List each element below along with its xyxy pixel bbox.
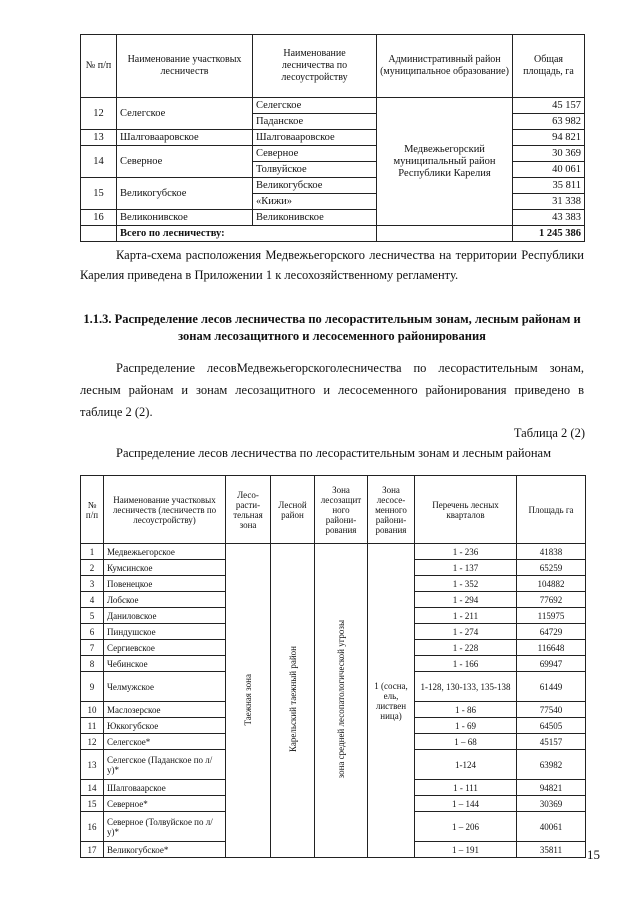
- forest-zone: Таежная зона: [243, 673, 253, 726]
- row-number: 2: [81, 560, 104, 576]
- sub-forestry-name: Селегское: [253, 98, 377, 114]
- header-cell: Наименование участковых лесничеств: [117, 35, 253, 98]
- table-header-row: [81, 476, 586, 544]
- quarters: 1 - 274: [415, 624, 517, 640]
- total-value: 1 245 386: [513, 226, 585, 242]
- protection-zone: зона средней лесопатологической угрозы: [336, 620, 346, 779]
- row-number: 14: [81, 780, 104, 796]
- row-number: 15: [81, 178, 117, 210]
- quarters: 1 - 352: [415, 576, 517, 592]
- area: 41838: [517, 544, 586, 560]
- area: 77692: [517, 592, 586, 608]
- area: 104882: [517, 576, 586, 592]
- area-value: 63 982: [513, 114, 585, 130]
- quarters: 1 – 144: [415, 796, 517, 812]
- sub-forestry-name: «Кижи»: [253, 194, 377, 210]
- empty-cell: [81, 226, 117, 242]
- quarters: 1 - 294: [415, 592, 517, 608]
- sub-forestry-name: Великонивское: [253, 210, 377, 226]
- quarters: 1 - 86: [415, 702, 517, 718]
- row-number: 16: [81, 812, 104, 842]
- row-number: 11: [81, 718, 104, 734]
- row-number: 3: [81, 576, 104, 592]
- row-number: 12: [81, 98, 117, 130]
- header-cell: Перечень лесных кварталов: [415, 476, 517, 544]
- forest-zones-table: [80, 475, 586, 858]
- total-row: [81, 226, 585, 242]
- header-cell: Наименование лесничества по лесоустройству: [253, 35, 377, 98]
- area: 45157: [517, 734, 586, 750]
- district-name: Челмужское: [104, 672, 226, 702]
- sub-forestry-name: Толвуйское: [253, 162, 377, 178]
- quarters: 1-124: [415, 750, 517, 780]
- page-number: 15: [587, 847, 600, 862]
- sub-forestry-name: Северное: [253, 146, 377, 162]
- quarters: 1 - 228: [415, 640, 517, 656]
- district-name: Северное*: [104, 796, 226, 812]
- area: 61449: [517, 672, 586, 702]
- header-cell: Лесной район: [271, 476, 315, 544]
- sub-forestry-name: Шалговааровское: [253, 130, 377, 146]
- sub-forestry-name: Великогубское: [253, 178, 377, 194]
- quarters: 1 – 68: [415, 734, 517, 750]
- district-name: Повенецкое: [104, 576, 226, 592]
- row-number: 17: [81, 842, 104, 858]
- district-name: Северное: [117, 146, 253, 178]
- quarters: 1 - 111: [415, 780, 517, 796]
- district-name: Великогубское*: [104, 842, 226, 858]
- area: 35811: [517, 842, 586, 858]
- area: 77540: [517, 702, 586, 718]
- area: 65259: [517, 560, 586, 576]
- row-number: 14: [81, 146, 117, 178]
- row-number: 10: [81, 702, 104, 718]
- quarters: 1 – 191: [415, 842, 517, 858]
- district-name: Даниловское: [104, 608, 226, 624]
- district-name: Шалговаарское: [104, 780, 226, 796]
- district-name: Юккогубское: [104, 718, 226, 734]
- header-cell: Зона лесосе-менного райони-рования: [368, 476, 415, 544]
- row-number: 15: [81, 796, 104, 812]
- section-heading: 1.1.3. Распределение лесов лесничества по лесорастительным зонам, лесным районам и зонам лесозащитного и лесосеменного районирования: [83, 312, 581, 343]
- area: 64505: [517, 718, 586, 734]
- district-name: Маслозерское: [104, 702, 226, 718]
- header-cell: № п/п: [81, 476, 104, 544]
- forest-region: Карельский таежный район: [287, 646, 298, 753]
- area: 63982: [517, 750, 586, 780]
- row-number: 7: [81, 640, 104, 656]
- empty-cell: [377, 226, 513, 242]
- area: 30369: [517, 796, 586, 812]
- quarters: 1 - 137: [415, 560, 517, 576]
- total-label: Всего по лесничеству:: [117, 226, 377, 242]
- row-number: 6: [81, 624, 104, 640]
- row-number: 13: [81, 750, 104, 780]
- table-row: [81, 98, 585, 114]
- forestry-area-table: [80, 34, 585, 242]
- table-header-row: [81, 35, 585, 98]
- table-caption: Распределение лесов лесничества по лесорастительным зонам и лесным районам: [116, 446, 552, 460]
- area-value: 35 811: [513, 178, 585, 194]
- area: 116648: [517, 640, 586, 656]
- quarters: 1 - 211: [415, 608, 517, 624]
- area-value: 45 157: [513, 98, 585, 114]
- area-value: 94 821: [513, 130, 585, 146]
- district-name: Шалговааровское: [117, 130, 253, 146]
- district-name: Селегское (Паданское по л/у)*: [104, 750, 226, 780]
- sub-forestry-name: Паданское: [253, 114, 377, 130]
- quarters: 1 – 206: [415, 812, 517, 842]
- district-name: Кумсинское: [104, 560, 226, 576]
- district-name: Северное (Толвуйское по л/у)*: [104, 812, 226, 842]
- quarters: 1-128, 130-133, 135-138: [415, 672, 517, 702]
- row-number: 9: [81, 672, 104, 702]
- row-number: 1: [81, 544, 104, 560]
- map-reference-paragraph: Карта-схема расположения Медвежьегорского лесничества на территории Республики Карелия приведена в Приложении 1 к лесохозяйственному регламенту.: [80, 248, 584, 282]
- row-number: 8: [81, 656, 104, 672]
- district-name: Великогубское: [117, 178, 253, 210]
- table-label: Таблица 2 (2): [513, 426, 585, 440]
- area: 64729: [517, 624, 586, 640]
- header-cell: Лесо-расти-тельная зона: [226, 476, 271, 544]
- header-cell: Площадь га: [517, 476, 586, 544]
- row-number: 13: [81, 130, 117, 146]
- header-cell: Наименование участковых лесничеств (лесничеств по лесоустройству): [104, 476, 226, 544]
- district-name: Сергиевское: [104, 640, 226, 656]
- forest-region-cell: [271, 544, 315, 858]
- area-value: 40 061: [513, 162, 585, 178]
- header-cell: Зона лесозащит ного райони-рования: [315, 476, 368, 544]
- area-value: 43 383: [513, 210, 585, 226]
- area: 40061: [517, 812, 586, 842]
- header-cell: Общая площадь, га: [513, 35, 585, 98]
- district-name: Селегское: [117, 98, 253, 130]
- seed-zone: 1 (сосна, ель, листвен ница): [368, 544, 415, 858]
- area-value: 31 338: [513, 194, 585, 210]
- district-name: Лобское: [104, 592, 226, 608]
- row-number: 12: [81, 734, 104, 750]
- table-row: [81, 544, 586, 560]
- area: 69947: [517, 656, 586, 672]
- area: 94821: [517, 780, 586, 796]
- row-number: 5: [81, 608, 104, 624]
- area-value: 30 369: [513, 146, 585, 162]
- protection-zone-cell: [315, 544, 368, 858]
- district-name: Медвежьегорское: [104, 544, 226, 560]
- district-name: Пиндушское: [104, 624, 226, 640]
- district-name: Великонивское: [117, 210, 253, 226]
- row-number: 4: [81, 592, 104, 608]
- area: 115975: [517, 608, 586, 624]
- quarters: 1 - 236: [415, 544, 517, 560]
- header-cell: Административный район (муниципальное образование): [377, 35, 513, 98]
- district-name: Чебинское: [104, 656, 226, 672]
- quarters: 1 - 69: [415, 718, 517, 734]
- distribution-paragraph: Распределение лесовМедвежьегорскоголесничества по лесорастительным зонам, лесным районам и зонам лесозащитного и лесосеменного районирования приведено в таблице 2 (2).: [80, 361, 584, 419]
- forest-zone-cell: [226, 544, 271, 858]
- admin-district: Медвежьегорский муниципальный район Республики Карелия: [377, 98, 513, 226]
- header-cell: № п/п: [81, 35, 117, 98]
- quarters: 1 - 166: [415, 656, 517, 672]
- row-number: 16: [81, 210, 117, 226]
- district-name: Селегское*: [104, 734, 226, 750]
